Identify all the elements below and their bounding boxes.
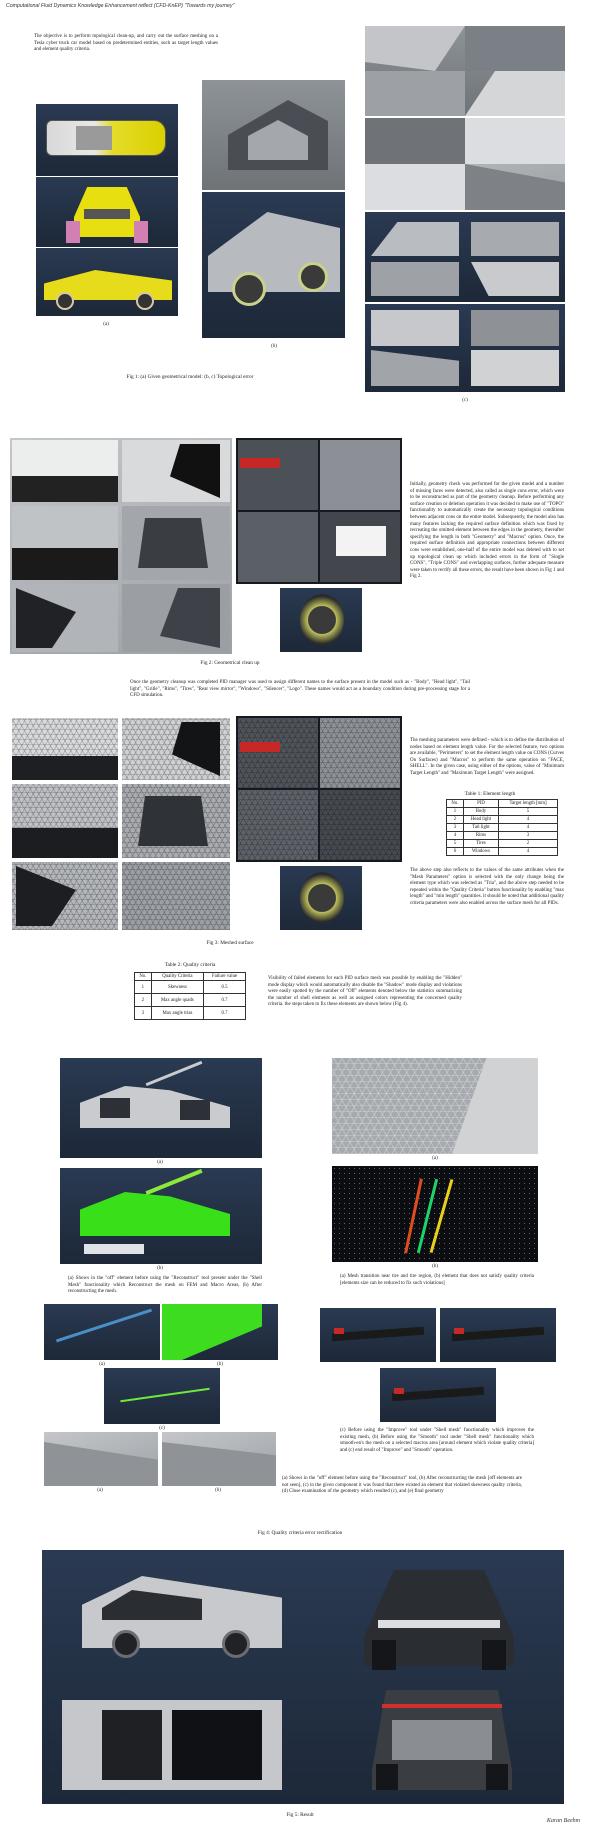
fig4-improve-2 <box>440 1308 556 1362</box>
table-cell: Body <box>463 808 498 816</box>
fig1c-panel-3 <box>365 212 565 302</box>
table-header-row <box>447 800 558 808</box>
fig3-right-grid <box>236 716 402 862</box>
fig1b-label: (b) <box>271 344 277 349</box>
table-header-row <box>135 973 246 981</box>
table-cell: 4 <box>499 824 558 832</box>
table2-title: Table 2: Quality criteria <box>164 962 216 968</box>
fig4-small-1 <box>44 1304 160 1360</box>
table-header: No. <box>447 800 464 808</box>
fig4-small-label-3: (c) <box>159 1426 165 1431</box>
fig1c-panel-2 <box>365 118 565 210</box>
fig4-small-4 <box>44 1432 158 1486</box>
table-row <box>135 994 246 1007</box>
table-row <box>447 848 558 856</box>
fig4-small-label-2: (b) <box>217 1362 223 1367</box>
author-signature: Karan Beehm <box>546 1818 580 1824</box>
fig3-left-grid <box>10 716 232 932</box>
fig4-small-label-1: (a) <box>99 1362 105 1367</box>
table-cell: 1 <box>447 808 464 816</box>
fig3-paragraph-1: The meshing parameters were defined - which is to define the distribution of nodes based on element length value. For the selected feature, two options are available, "Perimeters" to set the element length value on CONS (Curves On Surfaces) and "Macros" to perform the same operation on "FACE, SHELL". In the given case, using either of the options, value of "Minimum Target Length" and "Maximum Target Length" were assigned. <box>410 738 564 776</box>
table-row <box>447 824 558 832</box>
table-row <box>447 816 558 824</box>
table-cell: Windows <box>463 848 498 856</box>
fig4-caption: Fig 4: Quality criteria error rectification <box>257 1530 343 1536</box>
intro-paragraph: The objective is to perform topological clean-up, and carry out the surface meshing on a Tesla cyber truck car model based on predetermined entities, such as target length values and element quality criteria. <box>34 34 218 53</box>
fig1c-panel-4 <box>365 304 565 392</box>
fig5-result-grid <box>42 1550 564 1804</box>
table-header: Target length [mm] <box>499 800 558 808</box>
fig2-caption: Fig 2: Geometrical clean up <box>200 660 260 666</box>
quality-criteria-table <box>134 972 246 1020</box>
fig4-tire-transition <box>332 1058 538 1154</box>
table-cell: 3 <box>499 832 558 840</box>
fig1a-side-view <box>36 248 178 316</box>
fig4-small-2 <box>162 1304 278 1360</box>
fig1a-label: (a) <box>103 322 109 327</box>
table-cell: 1 <box>135 981 152 994</box>
table-cell: 0.5 <box>204 981 246 994</box>
fig1c-panel-1 <box>365 26 565 116</box>
fig4-reconstruct-after <box>60 1168 262 1264</box>
fig1a-top-view <box>36 104 178 176</box>
table-cell: Skewness <box>151 981 203 994</box>
fig4-left-caption: (a) Shows in the "off" element before using the "Reconstruct" tool present under the "Shell Mesh" functionality which Reconstruct the mesh on FEM and Macro Areas, (b) After reconstructing the mesh. <box>68 1276 262 1295</box>
fig4-left-label-b: (b) <box>157 1266 163 1271</box>
table-cell: 0.7 <box>204 1007 246 1020</box>
fig4-improve-3 <box>380 1368 496 1422</box>
table1-title: Table 1: Element length <box>464 791 516 797</box>
table-cell: 5 <box>447 840 464 848</box>
table-cell: 4 <box>499 848 558 856</box>
table-cell: 3 <box>135 1007 152 1020</box>
fig1a-rear-view <box>36 177 178 247</box>
fig4-right-label-b: (b) <box>432 1264 438 1269</box>
fig4-improve-1 <box>320 1308 436 1362</box>
table-cell: 4 <box>499 816 558 824</box>
fig3-paragraph-2: The above step also reflects to the values of the same attributes when the "Mesh Parameters" option is selected with the only change being the element type which was selected as "Tria", and the above step needed to be repeated within the "Quality Criteria" button functionality by enabling "max length" and "min length" quantities. it should be noted that additional quality criteria parameters were also enabled across the surface mesh for all PIDs. <box>410 868 564 906</box>
table-cell: Rims <box>463 832 498 840</box>
fig5-caption: Fig 5: Result <box>286 1812 314 1818</box>
table-cell: 2 <box>499 840 558 848</box>
fig4-small-5 <box>162 1432 276 1486</box>
fig4-right-caption: (a) Mesh transition near tire and tire region, (b) element that does not satisfy quality criteria [elements size can be reduced to fix such violations] <box>340 1274 534 1286</box>
fig3-caption: Fig 3: Meshed surface <box>206 940 254 946</box>
table-cell: 3 <box>447 824 464 832</box>
table-row <box>135 1007 246 1020</box>
table-cell: Head light <box>463 816 498 824</box>
fig4-quality-violation <box>332 1166 538 1262</box>
table-cell: 4 <box>447 832 464 840</box>
page-header: Computational Fluid Dynamics Knowledge Enhancement reflect (CFD-KnEP) "Towards my journey" <box>6 3 235 9</box>
fig4-small-label-5: (b) <box>215 1488 221 1493</box>
table-row <box>135 981 246 994</box>
fig2-right-grid <box>236 438 402 584</box>
table-header: Failure value <box>204 973 246 981</box>
element-length-table <box>446 799 558 856</box>
table-cell: 2 <box>135 994 152 1007</box>
table-cell: 6 <box>447 848 464 856</box>
fig1c-label: (c) <box>462 398 468 403</box>
fig4-small-label-4: (a) <box>97 1488 103 1493</box>
fig2-rim-panel <box>280 588 362 652</box>
table-cell: Max angle quads <box>151 994 203 1007</box>
fig3-rim-panel <box>280 866 362 930</box>
table-row <box>447 840 558 848</box>
fig2-left-grid <box>10 438 232 654</box>
pid-paragraph: Once the geometry cleanup was completed PID manager was used to assign different names to the surface present in the model such as - "Body", "Head light", "Tail light", "Grille", "Rims", "Tires", "Rear view mirror", "Windows", "Silencer", "Logo". These names would act as a boundary condition during pre-processing stage for a CFD simulation. <box>130 680 470 699</box>
table2-paragraph: Visibility of failed elements for each PID surface mesh was possible by enabling the "Hidden" mode display which would automatically also disable the "Shadow" mode display and violations were easily spotted by the number of "Off" elements denoted below the statistics summarizing the number of shell elements as well as assigned colors representing the concerned quality criteria. the steps taken to fix these elements are shown below (Fig 4). <box>268 976 462 1008</box>
table-row <box>447 832 558 840</box>
table-cell: Tires <box>463 840 498 848</box>
table-cell: Tail light <box>463 824 498 832</box>
fig4-left-label-a: (a) <box>157 1160 163 1165</box>
table-cell: 5 <box>499 808 558 816</box>
fig1-caption: Fig 1: (a) Given geometrical model: (b, c) Topological error <box>126 374 254 380</box>
fig4-right-caption-2: (c) Before using the "Improve" tool under "Shell mesh" functionality which improves the existing mesh, (b) Before using the "Smooth" tool under "Shell mesh" functionality which smooth-en's the mesh on a selected macros area [around element which violate quality criteria] and (c) end result of "Improve" and "Smooth" operation. <box>340 1428 534 1453</box>
table-header: Quality Criteria <box>151 973 203 981</box>
table-cell: 0.7 <box>204 994 246 1007</box>
fig1b-bottom-panel <box>202 192 345 338</box>
fig1b-top-panel <box>202 80 345 190</box>
table-header: No. <box>135 973 152 981</box>
table-header: PID <box>463 800 498 808</box>
fig4-reconstruct-before <box>60 1058 262 1158</box>
table-row <box>447 808 558 816</box>
table-cell: 2 <box>447 816 464 824</box>
fig4-right-label-a: (a) <box>432 1156 438 1161</box>
fig2-paragraph: Initially, geometry check was performed for the given model and a number of missing faces were detected, also called as single cons error, which were to be reconstructed as part of the geometry cleanup. Before performing any surface creation or deletion operation it was decided to make use of "TOPO" functionality to automatically create the necessary topological conditions between adjacent cons on the entire model. Subsequently, the model also has many features lacking the required surface definition which was fixed by recreating the omitted element between the edges in the geometry, thereafter specifying the length in both "Geometry" and "Macros" option. Once, the required surface definition and appropriate connections between different cons were established, one-half of the entire model was deleted with to set up topological clean up which included errors in the form of "Single CONS", "Triple CONS" and overlapping surfaces, further adequate measure were taken to rectify all these errors, the result have been shown in Fig 1 and Fig 2. <box>410 482 564 580</box>
fig4-small-3 <box>104 1368 220 1424</box>
table-cell: Max angle trias <box>151 1007 203 1020</box>
fig4-right-caption-3: (a) Shows in the "off" element before using the "Reconstruct" tool, (b) After reconstructing the mesh [off elements are not seen], (c) in the given component it was found that there existed an element that violated skewness quality criteria, (d) Close examination of the geometry which resulted (c), and (e) final geometry <box>282 1476 522 1495</box>
